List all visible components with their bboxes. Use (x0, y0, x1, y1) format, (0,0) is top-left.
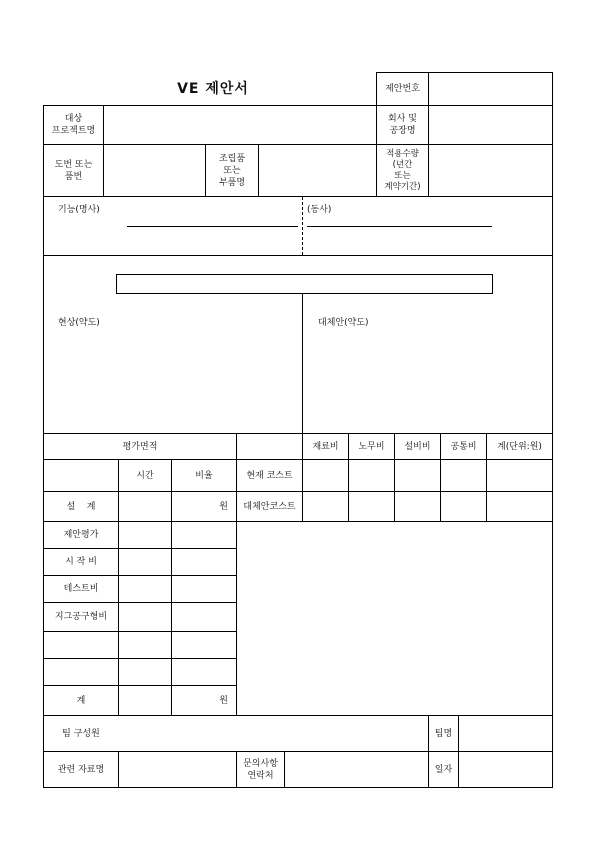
rule (43, 255, 553, 256)
assembly-field[interactable] (259, 145, 376, 196)
function-divider (302, 197, 303, 255)
sum-label: 계 (76, 695, 86, 706)
labor-cost-header: 노무비 (358, 441, 385, 452)
function-verb-label: 기능(명사) (58, 205, 100, 215)
target-project-label: 대상 프로젝트명 (51, 114, 96, 136)
function-noun-line[interactable] (307, 226, 492, 227)
contact-field[interactable] (285, 752, 428, 787)
company-field[interactable] (429, 106, 552, 144)
total-unit-header: 계(단위:원) (497, 441, 542, 452)
date-field[interactable] (459, 752, 552, 787)
eval-area-label: 평가면적 (122, 441, 158, 452)
proposal-eval-label: 제안평가 (63, 530, 99, 540)
date-label: 일자 (434, 764, 453, 775)
rule (43, 196, 553, 197)
rule (43, 658, 236, 659)
drawing-no-label: 도번 또는 품번 (54, 159, 93, 182)
reference-field[interactable] (119, 752, 236, 787)
rule (43, 631, 236, 632)
target-project-field[interactable] (104, 106, 376, 144)
rate-header: 비율 (195, 470, 213, 481)
rule (118, 459, 119, 715)
function-noun-label: (동사) (307, 205, 332, 215)
won-unit-total: 원 (219, 695, 228, 706)
proposal-no-field[interactable] (429, 73, 552, 105)
overhead-cost-header: 공통비 (450, 441, 477, 452)
team-name-label: 팀명 (434, 728, 453, 739)
jig-cost-label: 지그공구형비 (54, 612, 108, 622)
test-cost-label: 테스트비 (63, 584, 99, 594)
rule (302, 294, 303, 433)
proposal-summary-box[interactable] (116, 274, 493, 294)
proposal-no-label: 제안번호 (385, 84, 420, 94)
design-label: 설 계 (66, 501, 96, 512)
reference-label: 관련 자료명 (57, 764, 105, 775)
won-unit: 원 (219, 501, 228, 512)
alt-cost-label: 대체안코스트 (243, 501, 296, 512)
current-sketch-label: 현상(약도) (58, 318, 100, 328)
time-header: 시간 (136, 470, 154, 481)
quantity-label: 적용수량 (년간 또는 계약기간) (384, 148, 421, 192)
team-name-field[interactable] (459, 716, 552, 751)
alternative-sketch-label: 대체안(약도) (318, 318, 369, 328)
team-members-label: 팀 구성원 (62, 728, 100, 739)
function-verb-line[interactable] (127, 226, 298, 227)
rule (43, 787, 553, 788)
quantity-field[interactable] (429, 145, 552, 196)
rule (43, 521, 553, 522)
team-members-field[interactable] (119, 716, 428, 751)
contact-label: 문의사항 연락처 (243, 758, 278, 781)
trial-cost-label: 시 작 비 (65, 557, 97, 567)
drawing-no-field[interactable] (104, 145, 205, 196)
equipment-cost-header: 설비비 (404, 441, 431, 452)
company-label: 회사 및 공장명 (388, 114, 417, 136)
assembly-label: 조립품 또는 부품명 (218, 153, 246, 188)
page-title: VE 제안서 (177, 81, 249, 97)
rule (552, 72, 553, 788)
current-cost-label: 현재 코스트 (246, 470, 293, 481)
material-cost-header: 재료비 (312, 441, 339, 452)
